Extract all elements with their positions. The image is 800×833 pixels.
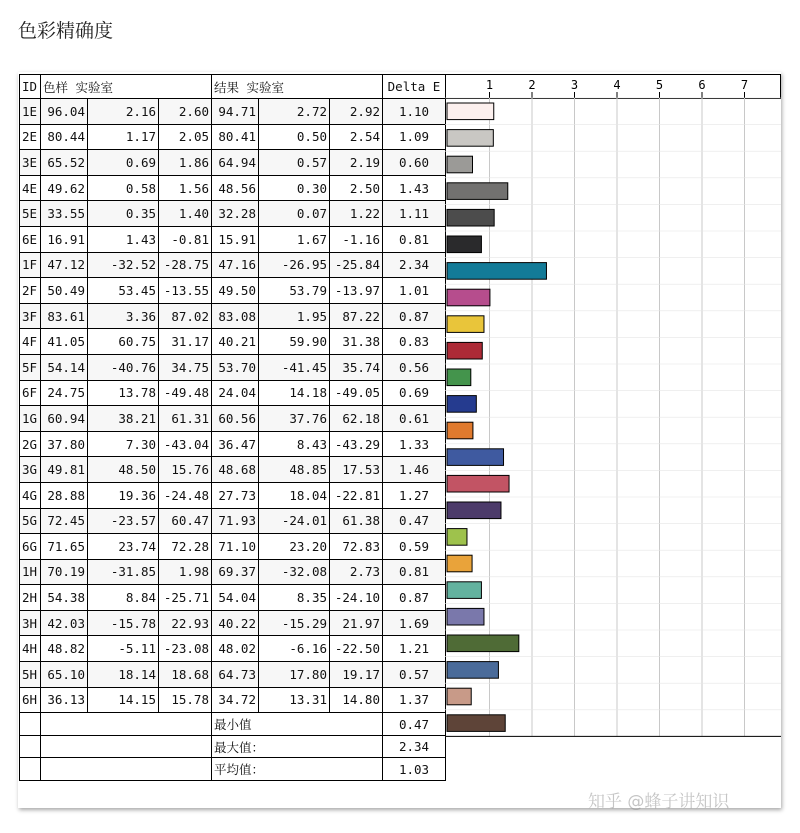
cell-a2: 18.04	[259, 482, 330, 508]
cell-id: 5F	[20, 354, 41, 380]
cell-l2: 64.73	[212, 662, 259, 688]
cell-l1: 80.44	[41, 124, 88, 150]
chart-bar	[447, 396, 476, 413]
cell-a2: -6.16	[259, 636, 330, 662]
cell-b1: 1.98	[159, 559, 212, 585]
cell-l2: 80.41	[212, 124, 259, 150]
cell-l2: 47.16	[212, 252, 259, 278]
cell-id: 6H	[20, 687, 41, 713]
chart-bar	[447, 316, 484, 333]
header-sample: 色样 实验室	[41, 75, 212, 99]
cell-id: 4F	[20, 329, 41, 355]
cell-l1: 16.91	[41, 226, 88, 252]
cell-l1: 50.49	[41, 278, 88, 304]
cell-l1: 28.88	[41, 482, 88, 508]
cell-de: 1.33	[383, 431, 446, 457]
cell-id: 5G	[20, 508, 41, 534]
table-row	[20, 431, 446, 457]
cell-de: 2.34	[383, 252, 446, 278]
cell-id: 2E	[20, 124, 41, 150]
cell-b2: -13.97	[330, 278, 383, 304]
cell-l1: 60.94	[41, 406, 88, 432]
cell-b1: 60.47	[159, 508, 212, 534]
cell-de: 1.21	[383, 636, 446, 662]
cell-b2: -43.29	[330, 431, 383, 457]
cell-a2: 1.95	[259, 303, 330, 329]
cell-a1: 38.21	[88, 406, 159, 432]
table-row	[20, 585, 446, 611]
cell-b2: -22.50	[330, 636, 383, 662]
chart-bar	[447, 236, 481, 253]
table-row	[20, 406, 446, 432]
table-row	[20, 508, 446, 534]
chart-bar	[447, 342, 482, 359]
cell-l2: 83.08	[212, 303, 259, 329]
chart-tick-label: 7	[740, 78, 749, 92]
chart-tick-label: 6	[698, 78, 706, 92]
cell-l1: 65.10	[41, 662, 88, 688]
cell-id: 4G	[20, 482, 41, 508]
summary-blank	[41, 735, 212, 758]
chart-bar	[447, 449, 504, 466]
chart-bar	[447, 369, 471, 386]
cell-de: 1.10	[383, 99, 446, 125]
cell-l2: 71.93	[212, 508, 259, 534]
cell-b2: 87.22	[330, 303, 383, 329]
table-row	[20, 687, 446, 713]
chart-bar	[447, 422, 473, 439]
cell-l1: 49.62	[41, 175, 88, 201]
cell-l1: 47.12	[41, 252, 88, 278]
cell-b1: 1.40	[159, 201, 212, 227]
summary-label: 最大值：	[212, 735, 383, 758]
cell-l2: 24.04	[212, 380, 259, 406]
cell-l1: 72.45	[41, 508, 88, 534]
table-row	[20, 99, 446, 125]
cell-de: 0.81	[383, 559, 446, 585]
cell-a1: 60.75	[88, 329, 159, 355]
cell-l2: 27.73	[212, 482, 259, 508]
chart-bar	[447, 529, 467, 546]
table-row	[20, 662, 446, 688]
chart-bar	[447, 582, 481, 599]
cell-l2: 15.91	[212, 226, 259, 252]
cell-b1: 15.76	[159, 457, 212, 483]
cell-id: 3F	[20, 303, 41, 329]
cell-b2: 62.18	[330, 406, 383, 432]
cell-l2: 54.04	[212, 585, 259, 611]
cell-l1: 71.65	[41, 534, 88, 560]
table-row	[20, 175, 446, 201]
cell-b2: -25.84	[330, 252, 383, 278]
cell-a1: 8.84	[88, 585, 159, 611]
cell-b2: 14.80	[330, 687, 383, 713]
cell-a2: 1.67	[259, 226, 330, 252]
cell-a2: 14.18	[259, 380, 330, 406]
table-row	[20, 150, 446, 176]
cell-a1: 0.35	[88, 201, 159, 227]
cell-de: 0.47	[383, 508, 446, 534]
cell-a1: 1.43	[88, 226, 159, 252]
chart-tick-label: 5	[655, 78, 664, 92]
cell-a1: 23.74	[88, 534, 159, 560]
cell-id: 3E	[20, 150, 41, 176]
table-row	[20, 201, 446, 227]
cell-de: 0.69	[383, 380, 446, 406]
cell-de: 1.43	[383, 175, 446, 201]
table-header-row	[20, 75, 446, 99]
cell-a2: -26.95	[259, 252, 330, 278]
cell-l2: 48.56	[212, 175, 259, 201]
cell-a1: 0.69	[88, 150, 159, 176]
cell-a1: -32.52	[88, 252, 159, 278]
cell-b2: 61.38	[330, 508, 383, 534]
cell-b1: 34.75	[159, 354, 212, 380]
cell-b2: 2.92	[330, 99, 383, 125]
table-row	[20, 457, 446, 483]
cell-l2: 40.22	[212, 610, 259, 636]
cell-de: 0.61	[383, 406, 446, 432]
table-row	[20, 534, 446, 560]
cell-de: 1.37	[383, 687, 446, 713]
cell-a2: -32.08	[259, 559, 330, 585]
cell-id: 1H	[20, 559, 41, 585]
chart-bar	[447, 156, 473, 173]
summary-blank	[41, 713, 212, 736]
summary-row	[20, 735, 446, 758]
cell-a1: -23.57	[88, 508, 159, 534]
cell-l1: 33.55	[41, 201, 88, 227]
cell-a2: -24.01	[259, 508, 330, 534]
cell-id: 5E	[20, 201, 41, 227]
chart-bar	[447, 130, 493, 147]
cell-a2: 23.20	[259, 534, 330, 560]
chart-bar	[447, 688, 471, 705]
table-row	[20, 354, 446, 380]
cell-id: 1F	[20, 252, 41, 278]
summary-blank	[20, 735, 41, 758]
table-row	[20, 636, 446, 662]
cell-de: 1.11	[383, 201, 446, 227]
cell-b2: 2.50	[330, 175, 383, 201]
chart-bar	[447, 502, 501, 519]
cell-a1: 18.14	[88, 662, 159, 688]
cell-l1: 54.14	[41, 354, 88, 380]
cell-b1: -28.75	[159, 252, 212, 278]
cell-b1: 22.93	[159, 610, 212, 636]
cell-de: 0.57	[383, 662, 446, 688]
cell-l2: 32.28	[212, 201, 259, 227]
chart-bar	[447, 183, 508, 200]
chart-bar	[447, 103, 494, 120]
cell-b2: 35.74	[330, 354, 383, 380]
cell-id: 4E	[20, 175, 41, 201]
cell-b2: 19.17	[330, 662, 383, 688]
cell-a2: 53.79	[259, 278, 330, 304]
chart-bar	[447, 608, 484, 625]
summary-value: 2.34	[383, 735, 446, 758]
page-title: 色彩精确度	[18, 20, 114, 42]
cell-a2: 2.72	[259, 99, 330, 125]
cell-l1: 70.19	[41, 559, 88, 585]
cell-b2: 2.54	[330, 124, 383, 150]
cell-a2: 0.07	[259, 201, 330, 227]
delta-e-bar-chart	[445, 74, 781, 810]
cell-de: 0.87	[383, 303, 446, 329]
cell-de: 1.09	[383, 124, 446, 150]
cell-a1: 14.15	[88, 687, 159, 713]
cell-b1: 1.56	[159, 175, 212, 201]
cell-a2: 13.31	[259, 687, 330, 713]
table-row	[20, 610, 446, 636]
cell-a2: 17.80	[259, 662, 330, 688]
cell-b1: 18.68	[159, 662, 212, 688]
cell-b1: 1.86	[159, 150, 212, 176]
cell-a2: 0.50	[259, 124, 330, 150]
cell-de: 1.46	[383, 457, 446, 483]
table-row	[20, 380, 446, 406]
cell-l1: 36.13	[41, 687, 88, 713]
header-id: ID	[20, 75, 41, 99]
cell-b2: 21.97	[330, 610, 383, 636]
header-result: 结果 实验室	[212, 75, 383, 99]
chart-bar	[447, 555, 472, 572]
cell-b1: 15.78	[159, 687, 212, 713]
cell-de: 0.81	[383, 226, 446, 252]
cell-de: 0.83	[383, 329, 446, 355]
cell-l1: 24.75	[41, 380, 88, 406]
cell-a1: 3.36	[88, 303, 159, 329]
cell-l2: 36.47	[212, 431, 259, 457]
cell-id: 3G	[20, 457, 41, 483]
cell-b2: 72.83	[330, 534, 383, 560]
cell-b1: 2.05	[159, 124, 212, 150]
cell-a1: -31.85	[88, 559, 159, 585]
cell-a1: -40.76	[88, 354, 159, 380]
cell-b2: -22.81	[330, 482, 383, 508]
summary-row	[20, 758, 446, 781]
cell-de: 1.01	[383, 278, 446, 304]
cell-de: 0.87	[383, 585, 446, 611]
cell-id: 6G	[20, 534, 41, 560]
cell-l1: 65.52	[41, 150, 88, 176]
chart-bar	[447, 289, 490, 306]
cell-b2: 17.53	[330, 457, 383, 483]
cell-a2: -41.45	[259, 354, 330, 380]
cell-b1: -43.04	[159, 431, 212, 457]
cell-de: 0.60	[383, 150, 446, 176]
cell-l2: 69.37	[212, 559, 259, 585]
chart-bar	[447, 209, 494, 226]
table-row	[20, 124, 446, 150]
summary-label: 最小值	[212, 713, 383, 736]
color-accuracy-table	[19, 74, 446, 781]
cell-a2: 37.76	[259, 406, 330, 432]
cell-a1: 1.17	[88, 124, 159, 150]
cell-b2: 1.22	[330, 201, 383, 227]
cell-de: 0.59	[383, 534, 446, 560]
cell-l1: 37.80	[41, 431, 88, 457]
cell-b1: 72.28	[159, 534, 212, 560]
cell-b1: 87.02	[159, 303, 212, 329]
cell-l1: 48.82	[41, 636, 88, 662]
cell-l2: 60.56	[212, 406, 259, 432]
chart-tick-label: 2	[528, 78, 536, 92]
summary-blank	[20, 713, 41, 736]
chart-bar	[447, 263, 546, 280]
summary-label: 平均值：	[212, 758, 383, 781]
summary-row	[20, 713, 446, 736]
cell-a1: 0.58	[88, 175, 159, 201]
cell-l2: 94.71	[212, 99, 259, 125]
cell-de: 1.27	[383, 482, 446, 508]
cell-b2: -24.10	[330, 585, 383, 611]
cell-a1: 53.45	[88, 278, 159, 304]
summary-value: 0.47	[383, 713, 446, 736]
cell-id: 4H	[20, 636, 41, 662]
cell-a1: 19.36	[88, 482, 159, 508]
cell-id: 3H	[20, 610, 41, 636]
chart-tick-label: 3	[570, 78, 579, 92]
cell-b1: 2.60	[159, 99, 212, 125]
cell-de: 0.56	[383, 354, 446, 380]
table-row	[20, 559, 446, 585]
cell-b1: -23.08	[159, 636, 212, 662]
cell-l2: 64.94	[212, 150, 259, 176]
watermark: 知乎 @蜂子讲知识	[588, 792, 730, 812]
cell-b1: -0.81	[159, 226, 212, 252]
cell-l2: 40.21	[212, 329, 259, 355]
cell-l2: 49.50	[212, 278, 259, 304]
chart-bar	[447, 475, 509, 492]
cell-a1: -5.11	[88, 636, 159, 662]
cell-id: 2G	[20, 431, 41, 457]
cell-de: 1.69	[383, 610, 446, 636]
chart-bar	[447, 715, 505, 732]
chart-bar	[447, 635, 519, 652]
cell-a2: 8.43	[259, 431, 330, 457]
cell-l2: 53.70	[212, 354, 259, 380]
cell-id: 6F	[20, 380, 41, 406]
cell-a2: 0.30	[259, 175, 330, 201]
cell-l1: 42.03	[41, 610, 88, 636]
cell-a2: 0.57	[259, 150, 330, 176]
table-row	[20, 278, 446, 304]
cell-b2: 31.38	[330, 329, 383, 355]
delta-e-chart	[445, 74, 781, 810]
cell-l2: 34.72	[212, 687, 259, 713]
cell-a2: 59.90	[259, 329, 330, 355]
cell-a2: -15.29	[259, 610, 330, 636]
cell-b1: 31.17	[159, 329, 212, 355]
cell-l2: 71.10	[212, 534, 259, 560]
table-row	[20, 482, 446, 508]
cell-a1: 7.30	[88, 431, 159, 457]
summary-blank	[20, 758, 41, 781]
cell-id: 1E	[20, 99, 41, 125]
cell-a1: 48.50	[88, 457, 159, 483]
table-row	[20, 226, 446, 252]
cell-b2: 2.73	[330, 559, 383, 585]
cell-id: 2H	[20, 585, 41, 611]
cell-l1: 41.05	[41, 329, 88, 355]
cell-a1: 13.78	[88, 380, 159, 406]
cell-l1: 54.38	[41, 585, 88, 611]
cell-id: 5H	[20, 662, 41, 688]
chart-tick-label: 4	[613, 78, 621, 92]
table-row	[20, 329, 446, 355]
summary-blank	[41, 758, 212, 781]
cell-b2: -1.16	[330, 226, 383, 252]
cell-id: 2F	[20, 278, 41, 304]
cell-l1: 49.81	[41, 457, 88, 483]
cell-b1: -49.48	[159, 380, 212, 406]
cell-a1: 2.16	[88, 99, 159, 125]
cell-a2: 8.35	[259, 585, 330, 611]
cell-id: 6E	[20, 226, 41, 252]
cell-b1: 61.31	[159, 406, 212, 432]
summary-value: 1.03	[383, 758, 446, 781]
cell-id: 1G	[20, 406, 41, 432]
chart-tick-label: 1	[485, 78, 494, 92]
cell-b2: 2.19	[330, 150, 383, 176]
cell-l1: 96.04	[41, 99, 88, 125]
cell-a2: 48.85	[259, 457, 330, 483]
cell-a1: -15.78	[88, 610, 159, 636]
cell-l2: 48.68	[212, 457, 259, 483]
header-delta: Delta E	[383, 75, 446, 99]
cell-b1: -25.71	[159, 585, 212, 611]
cell-l2: 48.02	[212, 636, 259, 662]
cell-b1: -13.55	[159, 278, 212, 304]
table-row	[20, 252, 446, 278]
cell-b1: -24.48	[159, 482, 212, 508]
chart-bar	[447, 662, 498, 679]
cell-l1: 83.61	[41, 303, 88, 329]
table-row	[20, 303, 446, 329]
cell-b2: -49.05	[330, 380, 383, 406]
